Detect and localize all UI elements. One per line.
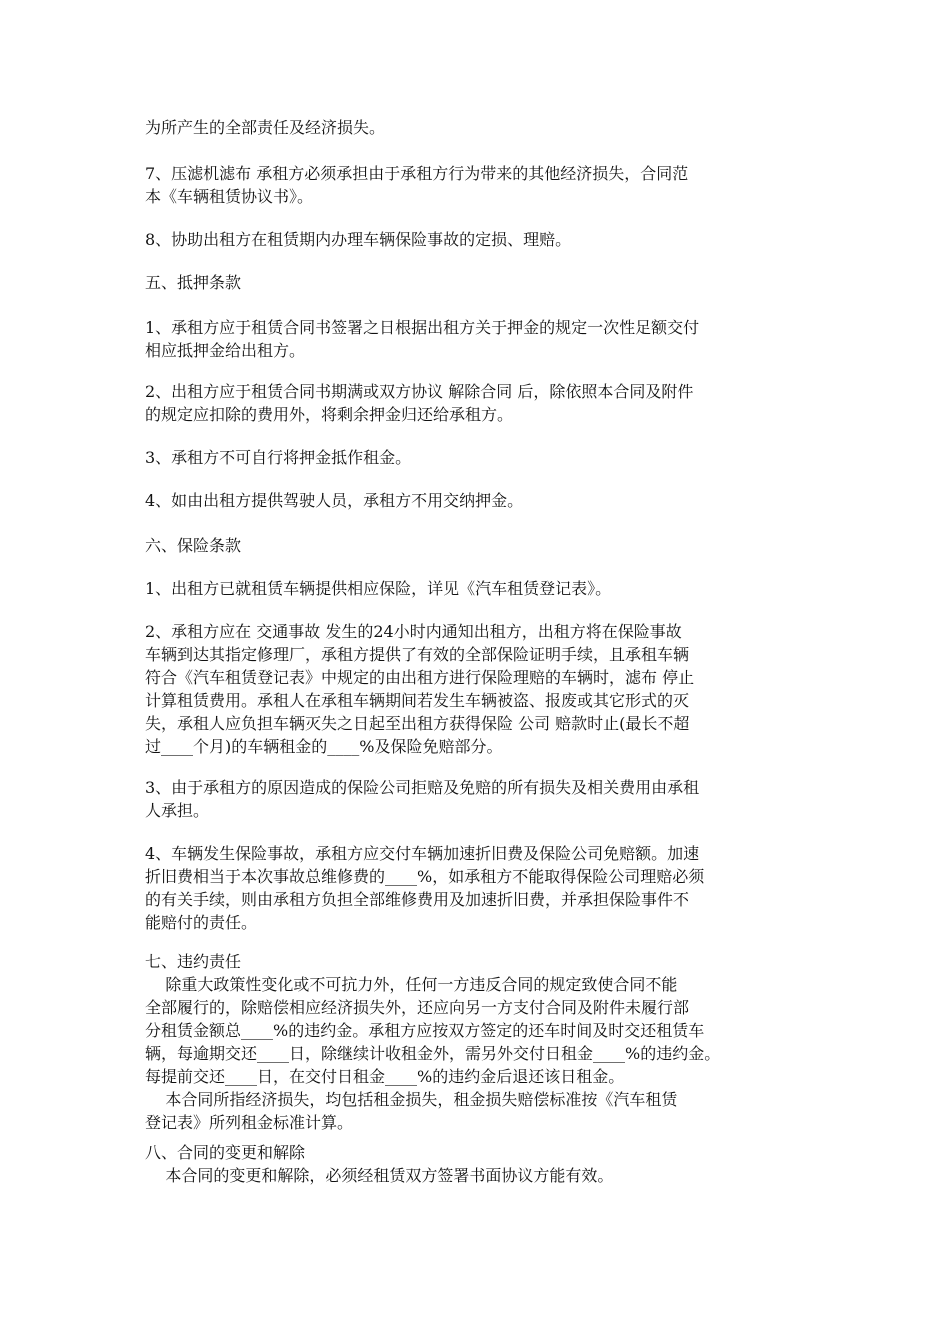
paragraph-liability-end: 为所产生的全部责任及经济损失。: [145, 118, 386, 137]
paragraph-insurance-2: 2、承租方应在 交通事故 发生的24小时内通知出租方，出租方将在保险事故 车辆到达其指定修理厂，承租方提供了有效的全部保险证明手续，且承租车辆 符合《汽车租赁登记表》中规定的由出租方进行保险理赔的车辆时，滤布 停止 计算租赁费用。承租人在承租车辆期间若发生车辆被盗、报废或其它形式的灭 失，承租人应负担车辆灭失之日起至出租方获得保险 公司 赔款时止(最长不超 过____个月)的车辆租金的____%及保险免赔部分。: [145, 622, 695, 756]
section-heading-insurance: 六、保险条款: [145, 536, 242, 555]
paragraph-item-7: 7、压滤机滤布 承租方必须承担由于承租方行为带来的其他经济损失，合同范 本《车辆租赁协议书》。: [145, 164, 689, 206]
paragraph-mortgage-1: 1、承租方应于租赁合同书签署之日根据出租方关于押金的规定一次性足额交付 相应抵押金给出租方。: [145, 318, 700, 360]
paragraph-mortgage-3: 3、承租方不可自行将押金抵作租金。: [145, 448, 412, 467]
paragraph-insurance-3: 3、由于承租方的原因造成的保险公司拒赔及免赔的所有损失及相关费用由承租 人承担。: [145, 778, 700, 820]
section-breach-liability: 七、违约责任 除重大政策性变化或不可抗力外，任何一方违反合同的规定致使合同不能 全部履行的，除赔偿相应经济损失外，还应向另一方支付合同及附件未履行部 分租赁金额总____%的违约金。承租方应按双方签定的还车时间及时交还租赁车 辆，每逾期交还____日，除继续计收租金外，需另外交付日租金____%的违约金。 每提前交还____日，在交付日租金____%的违约金后退还该日租金。 本合同所指经济损失，均包括租金损失，租金损失赔偿标准按《汽车租赁 登记表》所列租金标准计算。: [145, 952, 721, 1132]
paragraph-mortgage-2: 2、出租方应于租赁合同书期满或双方协议 解除合同 后，除依照本合同及附件 的规定应扣除的费用外，将剩余押金归还给承租方。: [145, 382, 694, 424]
section-heading-mortgage: 五、抵押条款: [145, 273, 242, 292]
section-change-termination: 八、合同的变更和解除 本合同的变更和解除，必须经租赁双方签署书面协议方能有效。: [145, 1143, 614, 1185]
paragraph-insurance-4: 4、车辆发生保险事故，承租方应交付车辆加速折旧费及保险公司免赔额。加速 折旧费相当于本次事故总维修费的____%，如承租方不能取得保险公司理赔必须 的有关手续，则由承租方负担全部维修费用及加速折旧费，并承担保险事件不 能赔付的责任。: [145, 844, 705, 932]
paragraph-insurance-1: 1、出租方已就租赁车辆提供相应保险，详见《汽车租赁登记表》。: [145, 579, 612, 598]
paragraph-mortgage-4: 4、如由出租方提供驾驶人员，承租方不用交纳押金。: [145, 491, 524, 510]
paragraph-item-8: 8、协助出租方在租赁期内办理车辆保险事故的定损、理赔。: [145, 230, 572, 249]
